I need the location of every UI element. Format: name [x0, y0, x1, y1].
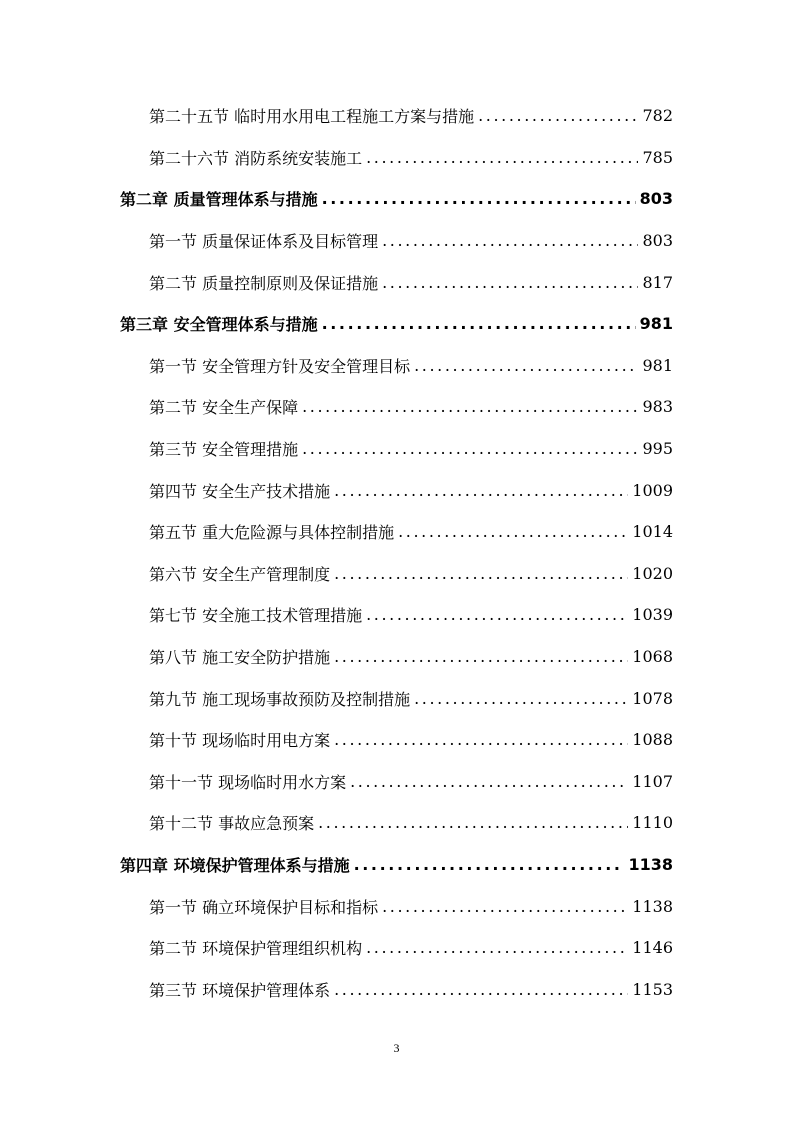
toc-entry[interactable]: [0, 137, 793, 179]
toc-entry[interactable]: [0, 303, 793, 345]
toc-dot-leader: [414, 689, 628, 708]
toc-entry[interactable]: [0, 927, 793, 969]
toc-entry-page: 1078: [632, 688, 673, 708]
page-number: 3: [393, 1041, 400, 1055]
toc-dot-leader: [334, 980, 628, 999]
toc-entry[interactable]: [0, 802, 793, 844]
toc-dot-leader: [322, 314, 636, 333]
toc-dot-leader: [334, 564, 628, 583]
toc-entry[interactable]: [0, 469, 793, 511]
toc-entry[interactable]: [0, 386, 793, 428]
toc-dot-leader: [414, 356, 638, 375]
toc-entry-title: 第六节 安全生产管理制度: [149, 564, 331, 584]
toc-entry-title: 第二节 环境保护管理组织机构: [149, 939, 363, 959]
toc-entry-page: 995: [642, 439, 673, 459]
toc-entry[interactable]: [0, 885, 793, 927]
toc-entry-title: 第二章 质量管理体系与措施: [120, 190, 318, 210]
toc-dot-leader: [398, 522, 628, 541]
toc-entry-title: 第十二节 事故应急预案: [149, 814, 315, 834]
toc-entry-page: 983: [642, 397, 673, 417]
toc-entry-page: 1088: [632, 730, 673, 750]
toc-entry-page: 1110: [632, 813, 673, 833]
toc-entry[interactable]: [0, 178, 793, 220]
toc-entry-title: 第一节 质量保证体系及目标管理: [149, 232, 379, 252]
toc-entry[interactable]: [0, 761, 793, 803]
toc-dot-leader: [366, 938, 628, 957]
toc-entry[interactable]: [0, 844, 793, 886]
toc-dot-leader: [354, 855, 625, 874]
toc-entry-page: 803: [639, 189, 673, 209]
toc-dot-leader: [478, 106, 638, 125]
toc-entry[interactable]: [0, 220, 793, 262]
toc-entry[interactable]: [0, 95, 793, 137]
toc-entry-page: 1153: [632, 979, 673, 999]
toc-entry-page: 981: [642, 355, 673, 375]
toc-dot-leader: [382, 897, 628, 916]
toc-entry-title: 第八节 施工安全防护措施: [149, 648, 331, 668]
toc-entry-title: 第十一节 现场临时用水方案: [149, 772, 347, 792]
toc-entry-page: 1014: [632, 522, 673, 542]
toc-entry-title: 第三章 安全管理体系与措施: [120, 315, 318, 335]
toc-entry[interactable]: [0, 553, 793, 595]
toc-entry-page: 1138: [632, 896, 673, 916]
toc-dot-leader: [382, 273, 638, 292]
toc-entry-title: 第九节 施工现场事故预防及控制措施: [149, 689, 411, 709]
toc-entry-title: 第五节 重大危险源与具体控制措施: [149, 523, 395, 543]
toc-entry-page: 1020: [632, 563, 673, 583]
toc-entry[interactable]: [0, 261, 793, 303]
toc-entry-title: 第二节 质量控制原则及保证措施: [149, 273, 379, 293]
toc-entry-title: 第七节 安全施工技术管理措施: [149, 606, 363, 626]
toc-entry-title: 第三节 环境保护管理体系: [149, 980, 331, 1000]
toc-dot-leader: [322, 189, 636, 208]
toc-entry-page: 1107: [632, 771, 673, 791]
toc-entry-page: 1009: [632, 480, 673, 500]
toc-entry-page: 1138: [628, 854, 673, 874]
toc-dot-leader: [350, 772, 628, 791]
toc-entry-title: 第一节 安全管理方针及安全管理目标: [149, 356, 411, 376]
toc-dot-leader: [382, 231, 638, 250]
toc-dot-leader: [366, 605, 628, 624]
toc-entry-page: 1039: [632, 605, 673, 625]
toc-entry-title: 第一节 确立环境保护目标和指标: [149, 897, 379, 917]
toc-entry-page: 1068: [632, 647, 673, 667]
toc-dot-leader: [302, 439, 638, 458]
toc-entry[interactable]: [0, 428, 793, 470]
toc-entry-title: 第四章 环境保护管理体系与措施: [120, 855, 350, 875]
toc-entry-title: 第四节 安全生产技术措施: [149, 481, 331, 501]
toc-entry-title: 第二十六节 消防系统安装施工: [149, 148, 363, 168]
toc-entry[interactable]: [0, 677, 793, 719]
toc-entry-page: 782: [642, 106, 673, 126]
toc-entry[interactable]: [0, 345, 793, 387]
toc-entry[interactable]: [0, 968, 793, 1010]
toc-entry-page: 803: [642, 231, 673, 251]
toc-entry-page: 1146: [632, 938, 673, 958]
toc-entry-title: 第三节 安全管理措施: [149, 440, 299, 460]
toc-entry[interactable]: [0, 594, 793, 636]
toc-entry-title: 第二节 安全生产保障: [149, 398, 299, 418]
toc-entry[interactable]: [0, 719, 793, 761]
toc-entry-title: 第十节 现场临时用电方案: [149, 731, 331, 751]
toc-entry-title: 第二十五节 临时用水用电工程施工方案与措施: [149, 107, 475, 127]
toc-dot-leader: [334, 481, 628, 500]
toc-dot-leader: [318, 813, 628, 832]
toc-dot-leader: [334, 730, 628, 749]
toc-entry[interactable]: [0, 511, 793, 553]
toc-dot-leader: [302, 397, 638, 416]
toc-entry-page: 981: [639, 314, 673, 334]
toc-entry-page: 817: [642, 272, 673, 292]
toc-dot-leader: [366, 148, 638, 167]
table-of-contents: [0, 95, 793, 1010]
toc-entry-page: 785: [642, 147, 673, 167]
toc-dot-leader: [334, 647, 628, 666]
toc-entry[interactable]: [0, 636, 793, 678]
